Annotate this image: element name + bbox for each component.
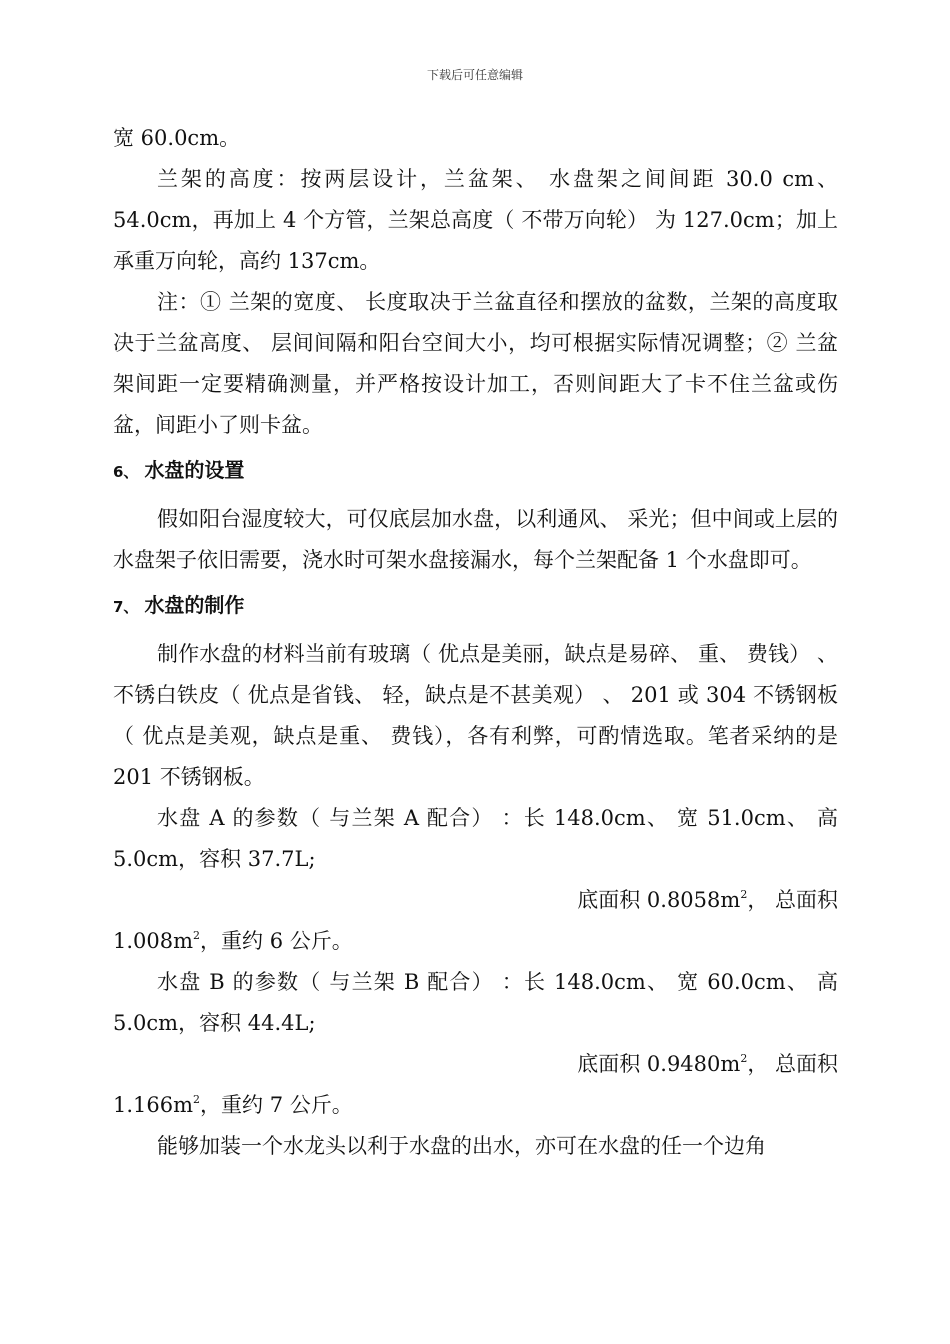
paragraph-tray-a-params: 水盘 A 的参数（ 与兰架 A 配合） ：长 148.0cm、 宽 51.0cm、 高 5.0cm，容积 37.7L; [113,806,838,871]
section-title: 水盘的设置 [144,458,245,482]
paragraph-tray-b-weight [113,1085,838,1126]
paragraph-faucet: 能够加装一个水龙头以利于水盘的出水，亦可在水盘的任一个边角 [157,1134,766,1158]
section-heading-7 [113,585,838,628]
section-heading-6 [113,450,838,493]
text-run: 底面积 0.8058m [577,888,741,912]
text-run: ，重约 7 公斤。 [200,1093,353,1117]
paragraph-tray-setup: 假如阳台湿度较大，可仅底层加水盘，以利通风、 采光；但中间或上层的水盘架子依旧需要，浇水时可架水盘接漏水，每个兰架配备 1 个水盘即可。 [113,507,838,572]
text-run: 1.166m [113,1093,194,1117]
superscript: 2 [740,1052,748,1065]
text-run: ， 总面积 [747,888,838,912]
section-number: 6、 [113,463,139,481]
superscript: 2 [740,888,748,901]
text-run: ， 总面积 [747,1052,838,1076]
page-header: 下载后可任意编辑 [426,68,523,82]
paragraph-tray-material: 制作水盘的材料当前有玻璃（ 优点是美丽，缺点是易碎、 重、 费钱） 、 不锈白铁皮（ 优点是省钱、 轻，缺点是不甚美观） 、 201 或 304 不锈钢板（ 优点是美观，缺点是重、 费钱），各有利弊，可酌情选取。笔者采纳的是 201 不锈钢板。 [113,642,838,789]
paragraph-tray-a-weight [113,921,838,962]
paragraph-tray-a-area [113,880,838,921]
text-run: 底面积 0.9480m [577,1052,741,1076]
paragraph-note: 注：① 兰架的宽度、 长度取决于兰盆直径和摆放的盆数，兰架的高度取决于兰盆高度、 层间间隔和阳台空间大小，均可根据实际情况调整；② 兰盆架间距一定要精确测量，并严格按设计加工，否则间距大了卡不住兰盆或伤盆，间距小了则卡盆。 [113,290,838,437]
text-run: 1.008m [113,929,194,953]
superscript: 2 [193,1093,201,1106]
paragraph-rack-height: 兰架的高度：按两层设计，兰盆架、 水盘架之间间距 30.0 cm、 54.0cm，再加上 4 个方管，兰架总高度（ 不带万向轮） 为 127.0cm；加上承重万向轮，高约 137cm。 [113,167,838,273]
superscript: 2 [193,929,201,942]
paragraph-tray-b-params: 水盘 B 的参数（ 与兰架 B 配合） ：长 148.0cm、 宽 60.0cm、 高 5.0cm，容积 44.4L; [113,970,838,1035]
section-title: 水盘的制作 [144,593,245,617]
paragraph-width: 宽 60.0cm。 [113,126,241,150]
text-run: ，重约 6 公斤。 [200,929,353,953]
document-body [113,118,838,1167]
paragraph-tray-b-area [113,1044,838,1085]
section-number: 7、 [113,598,139,616]
